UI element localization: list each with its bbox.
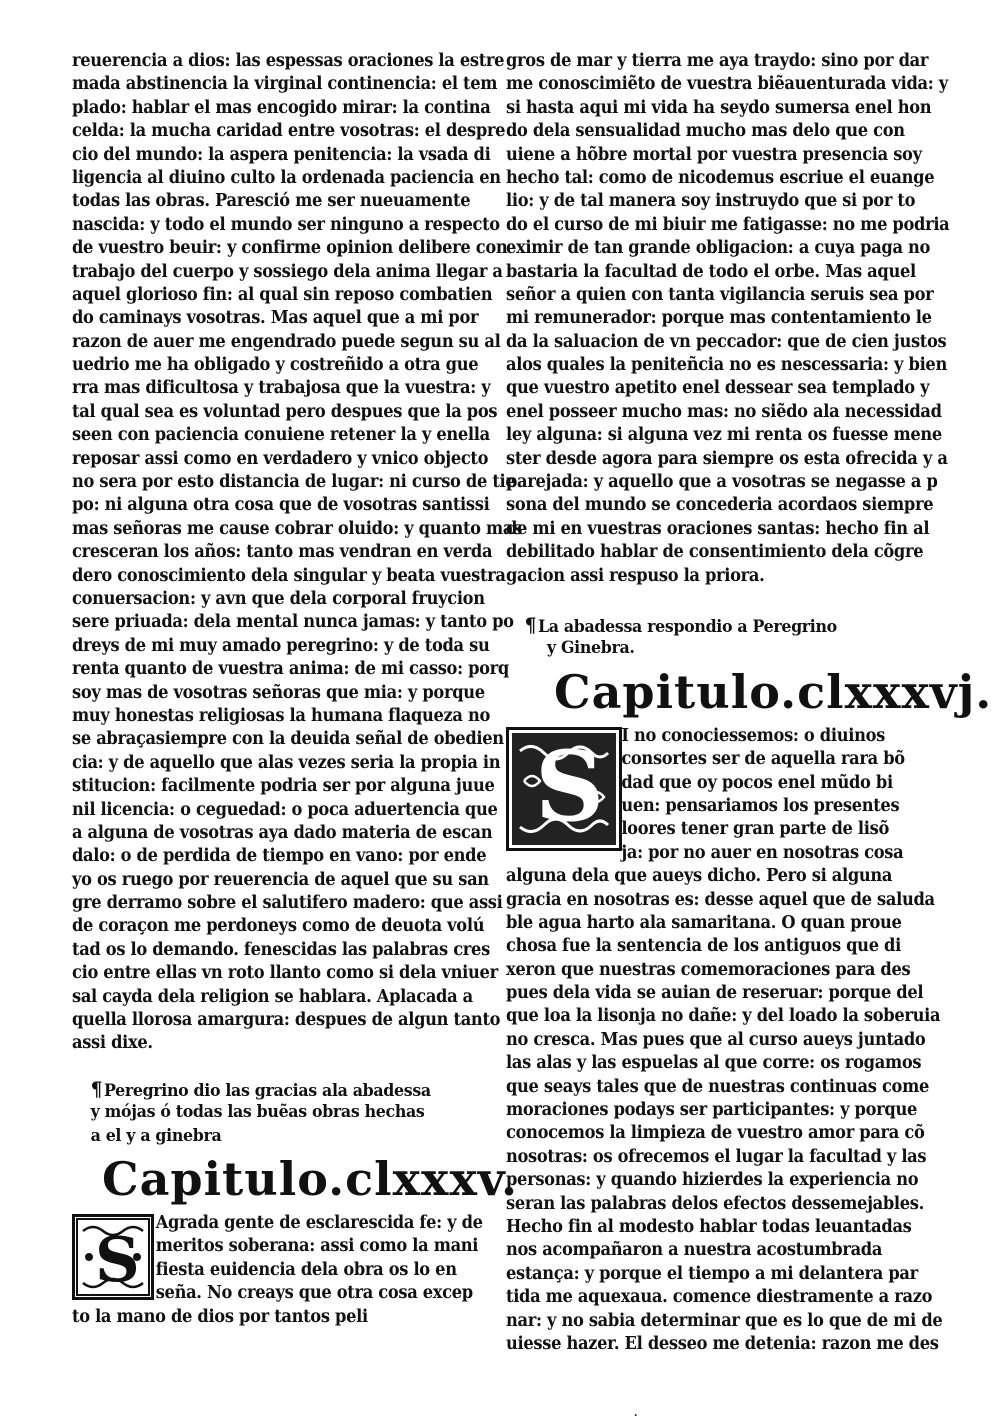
text-line: uen: pensariamos los presentes bbox=[621, 795, 900, 816]
text-line: de mi en vuestras oraciones santas: hecho fin al bbox=[506, 518, 930, 539]
text-line: xeron que nuestras comemoraciones para des bbox=[506, 959, 911, 980]
text-line: pues dela vida se auian de reseruar: porque del bbox=[506, 983, 924, 1004]
text-line: yo os ruego por reuerencia de aquel que su san bbox=[72, 869, 489, 890]
text-line: sere priuada: dela mental nunca jamas: y tanto po bbox=[72, 612, 514, 633]
text-line: conuersacion: y avn que dela corporal fruycion bbox=[72, 588, 485, 609]
text-line: uiesse hazer. El desseo me detenia: razon me des bbox=[506, 1333, 939, 1354]
text-line: dad que oy pocos enel mũdo bi bbox=[621, 772, 893, 793]
text-line: muy honestas religiosas la humana flaqueza no bbox=[72, 705, 491, 726]
text-line: tal qual sea es voluntad pero despues que la pos bbox=[72, 401, 498, 422]
text-line: do dela sensualidad mucho mas delo que con bbox=[506, 121, 905, 142]
text-line: que loa la lisonja no dañe: y del loado la soberuia bbox=[506, 1006, 941, 1027]
chapter-heading: Capitulo.clxxxv. bbox=[102, 1151, 518, 1206]
text-line: to la mano de dios por tantos peli bbox=[72, 1306, 368, 1327]
text-line: uedrio me ha obligado y costreñido a otra gue bbox=[72, 355, 479, 376]
text-line: seran las palabras delos efectos dessemejables. bbox=[506, 1193, 924, 1214]
text-line: cia: y de aquello que alas vezes seria la propia in bbox=[72, 752, 501, 773]
text-line: uiene a hõbre mortal por vuestra presencia soy bbox=[506, 144, 922, 165]
text-line: tida me aquexaua. comence diestramente a razo bbox=[506, 1287, 933, 1308]
text-line: si hasta aqui mi vida ha seydo sumersa enel hon bbox=[506, 97, 932, 118]
text-line: dalo: o de perdida de tiempo en vano: por ende bbox=[72, 846, 487, 867]
left-initial-block bbox=[72, 1212, 484, 1329]
text-line: stitucion: facilmente podria ser por alguna juue bbox=[72, 776, 495, 797]
text-line: cio entre ellas vn roto llanto como si dela vniuer bbox=[72, 963, 498, 984]
text-line: Hecho fin al modesto hablar todas leuantadas bbox=[506, 1216, 912, 1237]
text-line: seen con paciencia conuiene retener la y enella bbox=[72, 425, 490, 446]
initial-letter: S bbox=[535, 729, 605, 843]
text-line: chosa fue la sentencia de los antiguos que di bbox=[506, 936, 901, 957]
text-line: razon de auer me engendrado puede segun su al bbox=[72, 331, 501, 352]
rubric-line: y Ginebra. bbox=[546, 638, 635, 659]
right-initial-block bbox=[506, 725, 943, 1357]
text-line: nosotras: os ofrecemos el lugar la facultad y las bbox=[506, 1146, 927, 1167]
text-line: fiesta euidencia dela obra os lo en bbox=[155, 1259, 457, 1280]
text-line: personas: y quando hizierdes la experiencia no bbox=[506, 1170, 919, 1191]
right-column bbox=[506, 50, 993, 1356]
text-line: celda: la mucha caridad entre vosotras: el despre bbox=[72, 121, 506, 142]
text-line: todas las obras. Paresció me ser nueuamente bbox=[72, 191, 471, 212]
text-line: do caminays vosotras. Mas aquel que a mi por bbox=[72, 308, 479, 329]
text-line: tad os lo demando. fenescidas las palabras cres bbox=[72, 939, 490, 960]
text-line: gre derramo sobre el salutifero madero: que assi bbox=[72, 893, 503, 914]
text-line: rra mas dificultosa y trabajosa que la vuestra: y bbox=[72, 378, 491, 399]
text-line: de vuestro beuir: y confirme opinion delibere con bbox=[72, 238, 508, 259]
text-line: no cresca. Mas pues que al curso aueys juntado bbox=[506, 1029, 926, 1050]
text-line: gros de mar y tierra me aya traydo: sino por dar bbox=[506, 51, 929, 71]
text-line: nar: y no sabia determinar que es lo que de mi de bbox=[506, 1310, 943, 1331]
text-line: las alas y las espuelas al que corre: os rogamos bbox=[506, 1053, 922, 1074]
text-line: Agrada gente de esclarescida fe: y de bbox=[155, 1212, 483, 1233]
text-line: trabajo del cuerpo y sossiego dela anima llegar a bbox=[72, 261, 503, 282]
text-line: mas señoras me cause cobrar oluido: y quanto mas bbox=[72, 518, 522, 539]
text-line: parejada: y aquello que a vosotras se negasse a p bbox=[506, 472, 938, 493]
text-line: po: ni alguna otra cosa que de vosotras santissi bbox=[72, 495, 490, 516]
text-line: renta quanto de vuestra anima: de mi casso: porq bbox=[72, 659, 509, 680]
text-line: cio del mundo: la aspera penitencia: la vsada di bbox=[72, 144, 491, 165]
text-line: assi dixe. bbox=[72, 1033, 153, 1054]
text-line: no sera por esto distancia de lugar: ni curso de tie bbox=[72, 472, 516, 493]
text-line: meritos soberana: assi como la mani bbox=[155, 1236, 479, 1257]
text-line: do el curso de mi biuir me fatigasse: no me podria bbox=[506, 214, 950, 235]
text-line: señor a quien con tanta vigilancia seruis sea por bbox=[506, 284, 934, 305]
text-line: nos acompañaron a nuestra acostumbrada bbox=[506, 1240, 883, 1261]
text-line: lio: y de tal manera soy instruydo que si por to bbox=[506, 191, 916, 212]
text-line: aquel glorioso fin: al qual sin reposo combatien bbox=[72, 284, 493, 305]
text-line: I no conociessemos: o diuinos bbox=[621, 725, 885, 746]
left-paragraph-2-rest bbox=[72, 1306, 484, 1329]
footer-mark: . bbox=[634, 1408, 638, 1419]
text-line: dero conoscimiento dela singular y beata vuestra bbox=[72, 565, 506, 586]
left-rubric bbox=[72, 1078, 484, 1148]
text-line: estança: y porque el tiempo a mi delantera par bbox=[506, 1263, 918, 1284]
chapter-heading: Capitulo.clxxxvj. bbox=[554, 664, 993, 719]
text-line: sona del mundo se concederia acordaos siempre bbox=[506, 495, 934, 516]
text-line: cresceran los años: tanto mas vendran en verda bbox=[72, 542, 493, 563]
left-paragraph-1 bbox=[72, 50, 522, 1056]
pilcrow-icon: ¶ bbox=[90, 1076, 103, 1101]
text-line: dreys de mi muy amado peregrino: y de toda su bbox=[72, 635, 490, 656]
text-line: consortes ser de aquella rara bõ bbox=[621, 749, 905, 770]
rubric-line: a el y a ginebra bbox=[90, 1125, 222, 1146]
text-line: me conoscimiẽto de vuestra biẽauenturada vida: y bbox=[506, 74, 948, 95]
right-paragraph-2-indented bbox=[506, 725, 916, 865]
text-line: hecho tal: como de nicodemus escriue el euange bbox=[506, 167, 935, 188]
text-line: soy mas de vosotras señoras que mia: y porque bbox=[72, 682, 485, 703]
text-line: reuerencia a dios: las espessas oraciones la estre bbox=[72, 51, 505, 71]
text-line: plado: hablar el mas encogido mirar: la contina bbox=[72, 97, 491, 118]
rubric-line: ¶ La abadessa respondio a Peregrino bbox=[524, 612, 837, 637]
text-line: moraciones podays ser participantes: y porque bbox=[506, 1100, 917, 1121]
text-line: loores tener gran parte de lisõ bbox=[621, 819, 890, 840]
rubric-line: ¶ Peregrino dio las gracias ala abadessa bbox=[90, 1076, 431, 1101]
text-line: que vuestro apetito enel dessear sea templado y bbox=[506, 378, 930, 399]
text-line: ble agua harto ala samaritana. O quan proue bbox=[506, 912, 902, 933]
text-line: debilitado hablar de consentimiento dela cõgre bbox=[506, 542, 924, 563]
right-paragraph-2-rest bbox=[506, 865, 943, 1356]
right-rubric bbox=[506, 614, 916, 661]
initial-letter: S bbox=[95, 1222, 140, 1296]
text-line: se abraçasiempre con la deuida señal de obedien bbox=[72, 729, 504, 750]
text-line: que seays tales que de nuestras continuas come bbox=[506, 1076, 930, 1097]
text-line: bastaria la facultad de todo el orbe. Mas aquel bbox=[506, 261, 916, 282]
text-line: seña. No creays que otra cosa excep bbox=[155, 1283, 473, 1304]
text-line: gacion assi respuso la priora. bbox=[506, 565, 765, 586]
text-line: ja: por no auer en nosotras cosa bbox=[621, 842, 904, 863]
text-line: mi remunerador: porque mas contentamiento le bbox=[506, 308, 932, 329]
text-line: enel posseer mucho mas: no siẽdo ala necessidad bbox=[506, 401, 942, 422]
text-line: ligencia al diuino culto la ordenada paciencia en bbox=[72, 167, 501, 188]
rubric-line: y mójas ó todas las buẽas obras hechas bbox=[90, 1102, 425, 1123]
text-line: reposar assi como en verdadero y vnico objecto bbox=[72, 448, 489, 469]
text-line: de coraçon me perdoneys como de deuota volú bbox=[72, 916, 485, 937]
left-paragraph-2-indented bbox=[72, 1212, 484, 1306]
pilcrow-icon: ¶ bbox=[524, 612, 537, 637]
text-line: ley alguna: si alguna vez mi renta os fuesse mene bbox=[506, 425, 942, 446]
text-line: da la saluacion de vn peccador: que de cien justos bbox=[506, 331, 947, 352]
left-column bbox=[72, 50, 522, 1329]
text-line: ster desde agora para siempre os esta ofrecida y a bbox=[506, 448, 948, 469]
text-line: eximir de tan grande obligacion: a cuya paga no bbox=[506, 238, 931, 259]
text-line: nil licencia: o ceguedad: o poca aduertencia que bbox=[72, 799, 498, 820]
text-line: sal cayda dela religion se hablara. Aplacada a bbox=[72, 986, 473, 1007]
text-line: nascida: y todo el mundo ser ninguno a respecto bbox=[72, 214, 500, 235]
text-line: alguna dela que aueys dicho. Pero si alguna bbox=[506, 866, 893, 887]
text-line: mada abstinencia la virginal continencia: el tem bbox=[72, 74, 498, 95]
text-line: conocemos la limpieza de vuestro amor para cõ bbox=[506, 1123, 925, 1144]
text-line: alos quales la peniteñcia no es nescessaria: y bien bbox=[506, 355, 947, 376]
text-line: a alguna de vosotras aya dado materia de escan bbox=[72, 822, 493, 843]
right-paragraph-1 bbox=[506, 50, 950, 588]
text-line: quella llorosa amargura: despues de algun tanto bbox=[72, 1010, 501, 1031]
text-line: gracia en nosotras es: desse aquel que de saluda bbox=[506, 889, 935, 910]
